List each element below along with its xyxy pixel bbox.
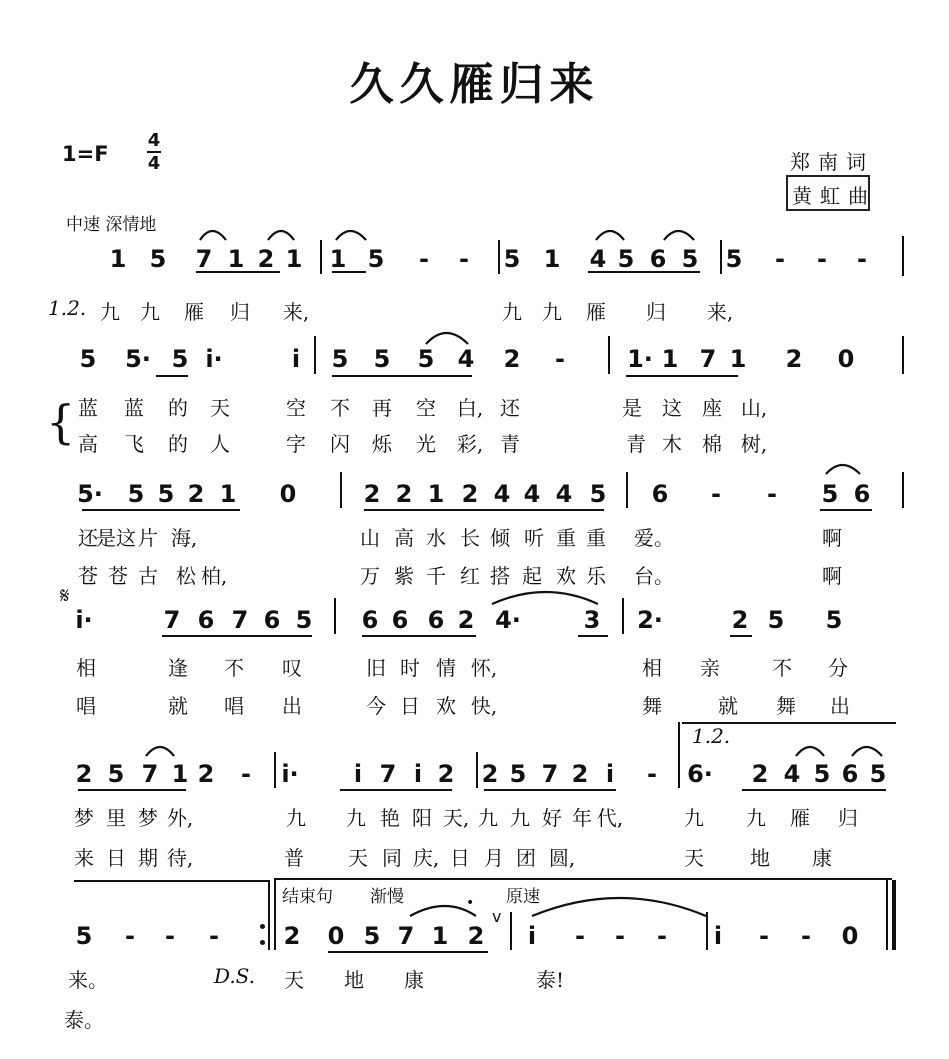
- lyric-syllable: 普: [284, 846, 304, 870]
- note: -: [647, 760, 657, 788]
- lyric-syllable: 的: [168, 432, 188, 456]
- note: 0: [841, 922, 859, 950]
- lyric-syllable: 九: [510, 806, 530, 830]
- lyric-syllable: 旧: [366, 656, 386, 680]
- note: 5·: [77, 480, 103, 508]
- lyric-syllable: 欢: [556, 564, 576, 588]
- note: -: [817, 245, 827, 273]
- lyric-syllable: 蓝: [124, 396, 144, 420]
- note: 7: [699, 345, 717, 373]
- lyric-syllable: 还: [78, 526, 98, 550]
- note: 6: [263, 606, 281, 634]
- song-title: 久久雁归来: [349, 59, 600, 110]
- note: 1: [431, 922, 449, 950]
- lyric-syllable: 来。: [68, 968, 108, 992]
- lyric-syllable: 爱。: [634, 526, 674, 550]
- lyric-syllable: 天: [684, 846, 704, 870]
- segno-sign: 𝄋: [60, 584, 70, 609]
- lyric-syllable: 长: [460, 526, 480, 550]
- lyric-syllable: 年: [572, 806, 592, 830]
- note: 0: [279, 480, 297, 508]
- lyric-syllable: 九: [502, 300, 522, 324]
- lyric-syllable: 地: [750, 846, 770, 870]
- svg-text:v: v: [492, 907, 502, 926]
- note: 5: [373, 345, 391, 373]
- lyric-syllable: 日: [400, 694, 420, 718]
- lyric-syllable: 来,: [706, 300, 734, 324]
- lyric-syllable: 木: [662, 432, 682, 456]
- note: i·: [205, 345, 223, 373]
- lyric-syllable: 待,: [166, 846, 194, 870]
- slur: [532, 898, 706, 916]
- note: -: [209, 922, 219, 950]
- lyric-syllable: 闪: [330, 432, 350, 456]
- note: 5: [503, 245, 521, 273]
- lyric-syllable: 出: [830, 694, 850, 718]
- lyric-syllable: 快,: [470, 694, 498, 718]
- note: -: [125, 922, 135, 950]
- lyric-syllable: 里: [106, 806, 126, 830]
- note: 2·: [637, 606, 663, 634]
- key-signature: 1=F: [62, 142, 109, 166]
- note: 2: [437, 760, 455, 788]
- lyric-syllable: 蓝: [78, 396, 98, 420]
- lyric-syllable: 还: [500, 396, 520, 420]
- lyric-syllable: 康: [404, 968, 424, 992]
- note: 2: [731, 606, 749, 634]
- note: 6·: [687, 760, 713, 788]
- note: -: [759, 922, 769, 950]
- lyric-syllable: 庆,: [412, 846, 440, 870]
- volta-label: 1.2.: [692, 724, 731, 748]
- note: 7: [541, 760, 559, 788]
- note: 1: [109, 245, 127, 273]
- lyric-syllable: 情: [436, 656, 456, 680]
- note: 6: [651, 480, 669, 508]
- slur: [852, 747, 882, 756]
- lyric-syllable: 紫: [394, 564, 414, 588]
- lyric-syllable: 九: [346, 806, 366, 830]
- lyric-syllable: 好: [542, 806, 562, 830]
- tempo-marking: 中速 深情地: [66, 215, 157, 235]
- lyric-syllable: 的: [168, 396, 188, 420]
- note: 4: [555, 480, 573, 508]
- lyric-syllable: 空: [286, 396, 306, 420]
- note: 5: [107, 760, 125, 788]
- lyric-syllable: 逢: [168, 656, 188, 680]
- note: -: [801, 922, 811, 950]
- note: 4: [783, 760, 801, 788]
- lyric-syllable: 海,: [170, 526, 198, 550]
- slur: [200, 231, 226, 240]
- lyric-syllable: 字: [286, 432, 306, 456]
- note: 1·: [627, 345, 653, 373]
- lyric-syllable: 重: [556, 526, 576, 550]
- note: 2: [751, 760, 769, 788]
- note: 5: [127, 480, 145, 508]
- verse-brace: {: [46, 395, 76, 449]
- lyric-syllable: 相: [642, 656, 662, 680]
- lyric-syllable: 相: [76, 656, 96, 680]
- slur: [336, 231, 366, 240]
- note: 5·: [125, 345, 151, 373]
- slur: [826, 465, 860, 474]
- ds-label: D.S.: [214, 964, 256, 988]
- note: 6: [853, 480, 871, 508]
- lyric-syllable: 九: [684, 806, 704, 830]
- note: 5: [725, 245, 743, 273]
- note: 5: [509, 760, 527, 788]
- note: 2: [467, 922, 485, 950]
- note: 4: [523, 480, 541, 508]
- note: 2: [363, 480, 381, 508]
- note: -: [419, 245, 429, 273]
- lyric-syllable: 重: [586, 526, 606, 550]
- note: 4: [457, 345, 475, 373]
- note: i: [413, 760, 423, 788]
- note: -: [575, 922, 585, 950]
- lyric-syllable: 这: [662, 396, 682, 420]
- note: 5: [79, 345, 97, 373]
- note: 4: [589, 245, 607, 273]
- note: 1: [285, 245, 303, 273]
- lyric-syllable: 九: [542, 300, 562, 324]
- svg-text:•: •: [466, 895, 475, 911]
- lyric-syllable: 彩,: [456, 432, 484, 456]
- slur: [146, 747, 174, 756]
- lyric-syllable: 不: [224, 656, 244, 680]
- lyric-syllable: 外,: [166, 806, 194, 830]
- lyric-syllable: 天: [348, 846, 368, 870]
- lyric-syllable: 听: [524, 526, 544, 550]
- lyric-syllable: 啊: [822, 526, 842, 550]
- lyric-syllable: 九: [478, 806, 498, 830]
- note: 5: [825, 606, 843, 634]
- lyric-syllable: 康: [812, 846, 832, 870]
- lyric-syllable: 古: [138, 564, 158, 588]
- time-sig-top: 4: [147, 130, 161, 151]
- lyric-syllable: 不: [330, 396, 350, 420]
- note: 1: [661, 345, 679, 373]
- lyric-syllable: 期: [138, 846, 158, 870]
- slur: [268, 231, 294, 240]
- lyric-syllable: 日: [106, 846, 126, 870]
- lyric-syllable: 再: [372, 396, 392, 420]
- lyric-syllable: 啊: [822, 564, 842, 588]
- lyric-syllable: 是: [96, 526, 116, 550]
- note: 2: [571, 760, 589, 788]
- note: i: [605, 760, 615, 788]
- lyric-syllable: 月: [484, 846, 504, 870]
- lyric-syllable: 梦: [74, 806, 94, 830]
- note: 2: [197, 760, 215, 788]
- note: 5: [157, 480, 175, 508]
- slur: [426, 333, 468, 344]
- lyric-syllable: 欢: [436, 694, 456, 718]
- lyric-syllable: 青: [626, 432, 646, 456]
- lyric-syllable: 山,: [740, 396, 768, 420]
- lyric-syllable: 倾: [490, 526, 510, 550]
- note: -: [775, 245, 785, 273]
- lyric-syllable: 出: [282, 694, 302, 718]
- lyric-syllable: 光: [416, 432, 436, 456]
- lyric-syllable: 怀,: [470, 656, 498, 680]
- lyric-syllable: 这: [116, 526, 136, 550]
- note: 2: [461, 480, 479, 508]
- time-sig-bottom: 4: [147, 153, 161, 174]
- lyric-syllable: 台。: [634, 564, 674, 588]
- note: -: [241, 760, 251, 788]
- note: 1: [729, 345, 747, 373]
- lyric-syllable: 乐: [586, 564, 606, 588]
- note: 2: [75, 760, 93, 788]
- lyric-syllable: 片: [138, 526, 158, 550]
- lyric-syllable: 唱: [224, 694, 244, 718]
- lyric-syllable: 叹: [282, 656, 302, 680]
- note: -: [555, 345, 565, 373]
- lyric-syllable: 苍: [78, 564, 98, 588]
- lyric-syllable: 苍: [108, 564, 128, 588]
- note: i: [713, 922, 723, 950]
- note: -: [767, 480, 777, 508]
- note: 5: [821, 480, 839, 508]
- note: 1: [227, 245, 245, 273]
- note: -: [459, 245, 469, 273]
- lyric-syllable: 舞: [776, 694, 796, 718]
- lyric-syllable: 归: [838, 806, 858, 830]
- lyric-syllable: 是: [622, 396, 642, 420]
- note: 3: [583, 606, 601, 634]
- note: -: [615, 922, 625, 950]
- note: 0: [327, 922, 345, 950]
- note: 7: [379, 760, 397, 788]
- slur: [596, 231, 624, 240]
- slur: [664, 231, 694, 240]
- lyric-syllable: 白,: [456, 396, 484, 420]
- note: 5: [363, 922, 381, 950]
- note: i·: [75, 606, 93, 634]
- lyricist-credit: 郑南词: [790, 150, 874, 174]
- lyric-syllable: 天,: [442, 806, 470, 830]
- note: 5: [331, 345, 349, 373]
- note: i: [291, 345, 301, 373]
- note: i: [527, 922, 537, 950]
- lyric-syllable: 归: [230, 300, 250, 324]
- lyric-syllable: 水: [426, 526, 446, 550]
- note: i·: [281, 760, 299, 788]
- note: 6: [391, 606, 409, 634]
- lyric-syllable: 搭: [490, 564, 510, 588]
- lyric-syllable: 雁: [790, 806, 810, 830]
- note: -: [165, 922, 175, 950]
- note: 1: [219, 480, 237, 508]
- note: 4·: [495, 606, 521, 634]
- note: 5: [417, 345, 435, 373]
- note: 1: [329, 245, 347, 273]
- composer-credit: 黄虹曲: [792, 184, 876, 208]
- lyric-syllable: 同: [382, 846, 402, 870]
- lyric-syllable: 就: [168, 694, 188, 718]
- lyric-syllable: 九: [746, 806, 766, 830]
- lyric-syllable: 不: [772, 656, 792, 680]
- note: 5: [767, 606, 785, 634]
- lyric-syllable: 就: [718, 694, 738, 718]
- note: 5: [617, 245, 635, 273]
- lyric-syllable: 舞: [642, 694, 662, 718]
- note: 0: [837, 345, 855, 373]
- note: -: [711, 480, 721, 508]
- note: 6: [361, 606, 379, 634]
- note: 6: [427, 606, 445, 634]
- lyric-syllable: 座: [702, 396, 722, 420]
- lyric-syllable: 圆,: [548, 846, 576, 870]
- note: 1: [543, 245, 561, 273]
- note: 5: [171, 345, 189, 373]
- lyric-syllable: 泰!: [535, 968, 565, 992]
- note: 6: [841, 760, 859, 788]
- lyric-syllable: 日: [450, 846, 470, 870]
- note: 7: [397, 922, 415, 950]
- lyric-syllable: 起: [522, 564, 542, 588]
- a-tempo-label: 原速: [506, 887, 540, 907]
- note: 2: [457, 606, 475, 634]
- lyric-syllable: 泰。: [64, 1008, 104, 1032]
- lyric-syllable: 梦: [138, 806, 158, 830]
- note: 2: [257, 245, 275, 273]
- lyric-syllable: 烁: [372, 432, 392, 456]
- lyric-syllable: 万: [360, 564, 380, 588]
- lyric-syllable: 来: [74, 846, 94, 870]
- lyric-syllable: 飞: [124, 432, 144, 456]
- note: 2: [283, 922, 301, 950]
- slur: [796, 747, 824, 756]
- note: 2: [481, 760, 499, 788]
- lyric-syllable: 树,: [740, 432, 768, 456]
- lyric-syllable: 高: [78, 432, 98, 456]
- note: 5: [589, 480, 607, 508]
- lyric-syllable: 九: [140, 300, 160, 324]
- lyric-syllable: 阳: [412, 806, 432, 830]
- note: 6: [649, 245, 667, 273]
- note: 2: [395, 480, 413, 508]
- lyric-syllable: 亲: [700, 656, 720, 680]
- ending-label: 结束句: [282, 887, 333, 907]
- lyric-syllable: 高: [394, 526, 414, 550]
- lyric-syllable: 唱: [76, 694, 96, 718]
- lyric-syllable: 今: [366, 694, 386, 718]
- note: 4: [493, 480, 511, 508]
- note: 5: [367, 245, 385, 273]
- note: 1: [171, 760, 189, 788]
- note: i: [353, 760, 363, 788]
- note: 5: [295, 606, 313, 634]
- lyric-syllable: 团: [516, 846, 536, 870]
- lyric-syllable: 人: [210, 432, 230, 456]
- lyric-syllable: 松: [176, 564, 196, 588]
- note: 7: [141, 760, 159, 788]
- lyric-syllable: 千: [426, 564, 446, 588]
- lyric-syllable: 天: [210, 396, 230, 420]
- lyric-syllable: 艳: [380, 806, 400, 830]
- note: 7: [231, 606, 249, 634]
- note: 6: [197, 606, 215, 634]
- note: -: [657, 922, 667, 950]
- note: 5: [149, 245, 167, 273]
- lyric-syllable: 柏,: [200, 564, 228, 588]
- lyric-syllable: 青: [500, 432, 520, 456]
- note: 5: [681, 245, 699, 273]
- lyric-syllable: 来,: [282, 300, 310, 324]
- lyric-syllable: 九: [100, 300, 120, 324]
- lyric-syllable: 棉: [702, 432, 722, 456]
- lyric-syllable: 雁: [586, 300, 606, 324]
- verse-mark: 1.2.: [48, 296, 87, 320]
- lyric-syllable: 天: [284, 968, 304, 992]
- note: 5: [869, 760, 887, 788]
- note: 2: [187, 480, 205, 508]
- note: 2: [785, 345, 803, 373]
- slur: [492, 592, 598, 604]
- note: 5: [75, 922, 93, 950]
- lyric-syllable: 归: [646, 300, 666, 324]
- lyric-syllable: 代,: [596, 806, 624, 830]
- lyric-syllable: 地: [344, 968, 364, 992]
- lyric-syllable: 雁: [184, 300, 204, 324]
- note: 7: [163, 606, 181, 634]
- lyric-syllable: 九: [286, 806, 306, 830]
- note: 5: [813, 760, 831, 788]
- note: 2: [503, 345, 521, 373]
- lyric-syllable: 山: [360, 526, 380, 550]
- rit-label: 渐慢: [370, 887, 404, 907]
- lyric-syllable: 红: [460, 564, 480, 588]
- note: 7: [195, 245, 213, 273]
- note: -: [857, 245, 867, 273]
- lyric-syllable: 空: [416, 396, 436, 420]
- note: 1: [427, 480, 445, 508]
- lyric-syllable: 时: [400, 656, 420, 680]
- lyric-syllable: 分: [828, 656, 848, 680]
